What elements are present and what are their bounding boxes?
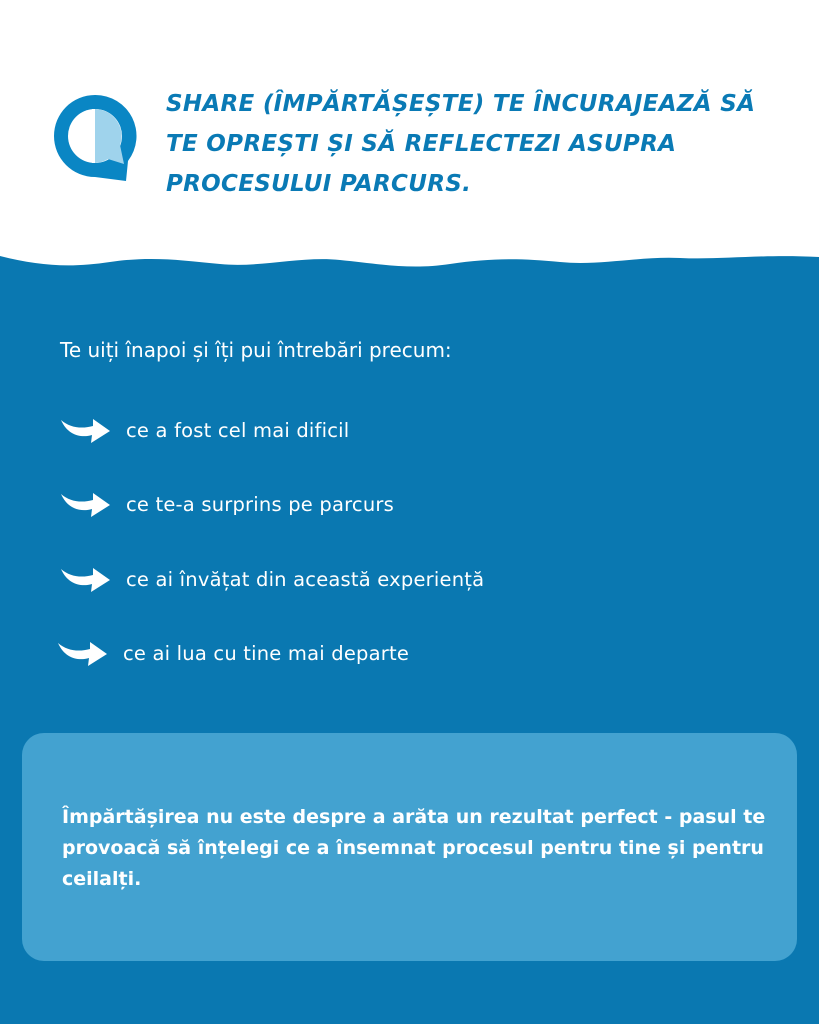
list-item <box>60 561 484 597</box>
list-item-label: ce te-a surprins pe parcurs <box>126 492 394 516</box>
callout-box <box>22 733 797 961</box>
callout-text: Împărtășirea nu este despre a arăta un rezultat perfect - pasul te provoacă să înțelegi ce a însemnat procesul pentru tine și pentru ceilalți. <box>62 806 766 890</box>
page-title: SHARE (ÎMPĂRTĂȘEȘTE) TE ÎNCURAJEAZĂ SĂ TE OPREȘTI ȘI SĂ REFLECTEZI ASUPRA PROCESULUI PARCURS. <box>166 91 756 197</box>
list-item <box>57 635 409 671</box>
list-item-label: ce ai învățat din această experiență <box>126 567 485 591</box>
curved-arrow-icon <box>57 637 109 669</box>
curved-arrow-icon <box>60 414 112 446</box>
curved-arrow-icon <box>60 563 112 595</box>
list-item-label: ce ai lua cu tine mai departe <box>123 641 410 665</box>
list-item-label: ce a fost cel mai dificil <box>126 418 350 442</box>
speech-bubble-icon <box>52 93 138 183</box>
list-item <box>60 412 349 448</box>
wave-divider <box>0 236 819 286</box>
list-item <box>60 486 394 522</box>
curved-arrow-icon <box>60 488 112 520</box>
intro-text: Te uiți înapoi și îți pui întrebări precum: <box>60 338 452 362</box>
